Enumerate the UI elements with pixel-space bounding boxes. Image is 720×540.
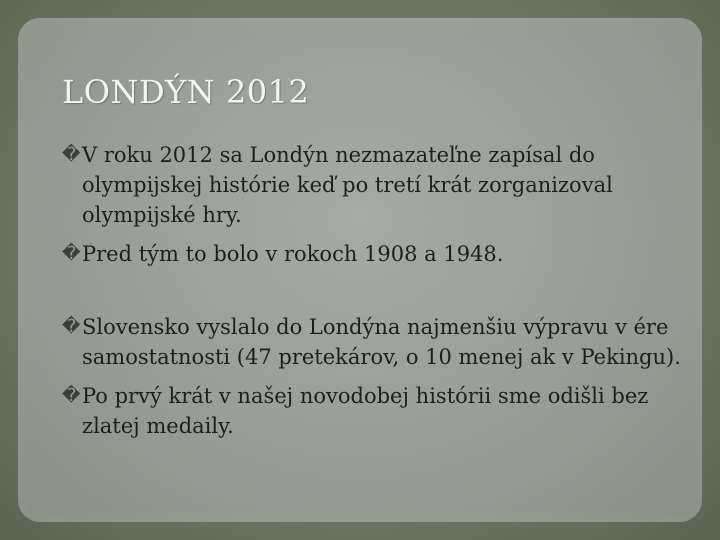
bullet-text: Slovensko vyslalo do Londýna najmenšiu výpravu v ére samostatnosti (47 pretekárov, o 10 menej ak v Pekingu). bbox=[82, 315, 681, 369]
bullet-icon: � bbox=[62, 144, 81, 165]
bullet-item-2 bbox=[62, 239, 698, 269]
bullet-item-1 bbox=[62, 140, 698, 230]
bullet-item-3 bbox=[62, 312, 698, 372]
bullet-list bbox=[62, 140, 698, 450]
bullet-text: Po prvý krát v našej novodobej histórii sme odišli bez zlatej medaily. bbox=[82, 384, 649, 438]
bullet-icon: � bbox=[62, 243, 81, 264]
bullet-icon: � bbox=[62, 316, 81, 337]
slide-title: LONDÝN 2012 bbox=[62, 73, 310, 111]
bullet-icon: � bbox=[62, 385, 81, 406]
bullet-text: V roku 2012 sa Londýn nezmazateľne zapísal do olympijskej histórie keď po tretí krát zorganizoval olympijské hry. bbox=[82, 143, 613, 227]
slide-panel bbox=[18, 18, 702, 522]
bullet-item-4 bbox=[62, 381, 698, 441]
bullet-text: Pred tým to bolo v rokoch 1908 a 1948. bbox=[82, 242, 504, 266]
